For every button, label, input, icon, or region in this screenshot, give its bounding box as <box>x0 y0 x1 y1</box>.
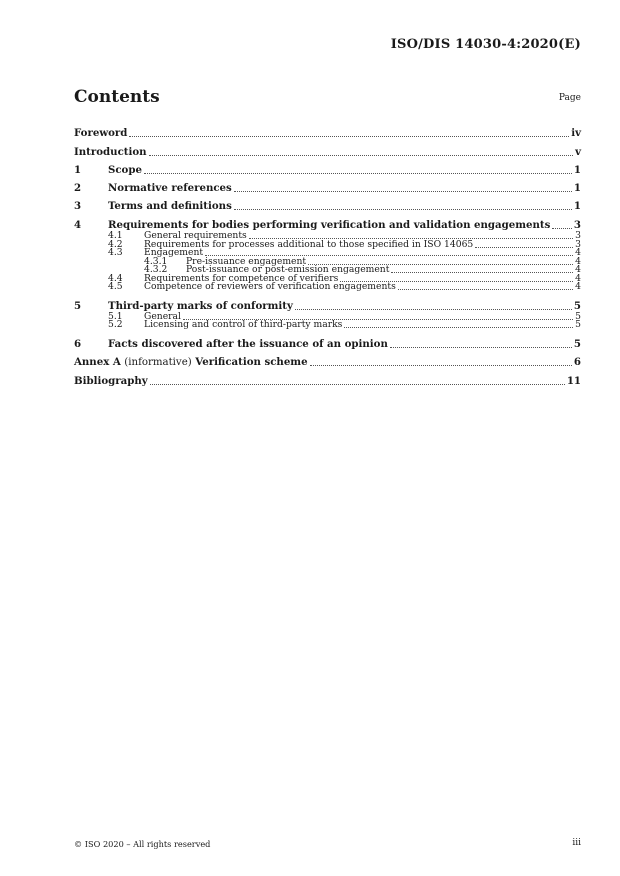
toc-entry-page: 3 <box>575 238 581 250</box>
toc-entry-page: 4 <box>575 281 581 293</box>
toc-entry-title: Requirements for processes additional to those specified in ISO 14065 <box>144 238 474 250</box>
toc-entry[interactable] <box>74 292 581 312</box>
document-id: ISO/DIS 14030-4:2020(E) <box>390 37 581 52</box>
contents-title: Contents <box>74 87 160 107</box>
toc-leader-dots <box>390 347 572 348</box>
toc-entry-number: 2 <box>74 182 82 195</box>
toc-leader-dots <box>295 309 572 310</box>
toc-entry-title: Engagement <box>144 247 204 259</box>
toc-leader-dots <box>234 209 572 210</box>
toc-leader-dots <box>150 384 565 385</box>
toc-entry-title: Pre-issuance engagement <box>186 255 307 267</box>
toc-leader-dots <box>144 173 572 174</box>
toc-entry[interactable] <box>74 194 581 212</box>
toc-leader-dots <box>398 289 573 290</box>
toc-entry-number: 5.1 <box>108 310 123 322</box>
toc-leader-dots <box>249 238 573 239</box>
toc-entry-title: Post-issuance or post-emission engagement <box>186 264 390 276</box>
toc-entry-page: 3 <box>575 229 581 241</box>
toc-leader-dots <box>234 191 572 192</box>
toc-leader-dots <box>344 327 573 328</box>
toc-entry-number: 4.3.2 <box>144 264 168 276</box>
toc-entry-page: 1 <box>573 182 581 195</box>
toc-entry-number: 4.2 <box>108 238 123 250</box>
toc-leader-dots <box>205 255 573 256</box>
toc-entry-page: 5 <box>573 299 581 312</box>
toc-entry-number: 5.2 <box>108 319 123 331</box>
toc-entry-page: 6 <box>573 356 581 369</box>
toc-annex-title: Verification scheme <box>195 356 308 369</box>
toc-entry-number: 3 <box>74 200 82 213</box>
toc-entry-page: 4 <box>575 272 581 284</box>
toc-entry-page: 5 <box>575 310 581 322</box>
toc-entry[interactable] <box>74 139 581 157</box>
toc-entry-title: Competence of reviewers of verification engagements <box>144 281 396 293</box>
toc-entry[interactable] <box>74 281 581 293</box>
toc-entry-page: 11 <box>566 374 581 387</box>
toc-leader-dots <box>552 228 572 229</box>
toc-leader-dots <box>308 264 573 265</box>
toc-leader-dots <box>149 155 574 156</box>
toc-annex-prefix: Annex A <box>74 356 121 369</box>
toc-leader-dots <box>183 319 573 320</box>
toc-entry[interactable] <box>74 330 581 350</box>
toc-leader-dots <box>391 272 573 273</box>
toc-entry-page: v <box>575 145 581 158</box>
toc-annex-informative: (informative) <box>124 357 192 369</box>
toc-entry-number: 6 <box>74 337 82 350</box>
toc-entry-title: Introduction <box>74 145 147 158</box>
footer-page-number: iii <box>572 838 581 848</box>
toc-entry-number: 4.3 <box>108 247 123 259</box>
toc-entry-title: Scope <box>108 163 142 176</box>
toc-leader-dots <box>340 281 573 282</box>
toc-entry[interactable] <box>74 319 581 331</box>
toc-leader-dots <box>129 136 569 137</box>
toc-entry[interactable] <box>74 158 581 176</box>
toc-entry[interactable] <box>74 350 581 368</box>
toc-leader-dots <box>310 365 572 366</box>
toc-entry-page: 3 <box>573 218 581 231</box>
toc-entry-title: Facts discovered after the issuance of an opinion <box>108 337 388 350</box>
page-column-label: Page <box>558 93 581 103</box>
toc-entry-title: Foreword <box>74 127 128 140</box>
toc-entry-title: General <box>144 310 181 322</box>
toc-entry-page: 5 <box>573 337 581 350</box>
toc-entry[interactable] <box>74 212 581 230</box>
toc-entry-title: General requirements <box>144 229 247 241</box>
toc-entry-number: 5 <box>74 299 82 312</box>
toc-leader-dots <box>475 247 573 248</box>
toc-entry-number: 4.5 <box>108 281 123 293</box>
toc-entry-title <box>74 356 308 368</box>
toc-entry-title: Bibliography <box>74 374 148 387</box>
toc-entry-page: 4 <box>575 264 581 276</box>
toc-entry-title: Requirements for bodies performing verification and validation engagements <box>108 218 551 231</box>
toc-entry[interactable] <box>74 368 581 386</box>
toc-entry-page: 4 <box>575 255 581 267</box>
toc-entry-number: 4.1 <box>108 229 123 241</box>
toc-entry-number: 4.4 <box>108 272 123 284</box>
toc-entry-page: iv <box>571 127 581 140</box>
toc-entry-title: Third-party marks of conformity <box>108 299 293 312</box>
toc-entry-page: 5 <box>575 319 581 331</box>
table-of-contents <box>74 121 581 387</box>
footer-copyright: © ISO 2020 – All rights reserved <box>74 839 211 849</box>
toc-entry-number: 4 <box>74 218 82 231</box>
toc-entry-page: 1 <box>573 163 581 176</box>
toc-entry-page: 4 <box>575 247 581 259</box>
toc-entry[interactable] <box>74 176 581 194</box>
toc-entry-title: Requirements for competence of verifiers <box>144 272 339 284</box>
toc-entry-title: Terms and definitions <box>108 200 232 213</box>
toc-entry[interactable] <box>74 121 581 139</box>
toc-entry-number: 4.3.1 <box>144 255 168 267</box>
toc-entry-number: 1 <box>74 163 82 176</box>
toc-entry-title: Licensing and control of third-party marks <box>144 319 343 331</box>
toc-entry-page: 1 <box>573 200 581 213</box>
toc-entry-title: Normative references <box>108 182 232 195</box>
